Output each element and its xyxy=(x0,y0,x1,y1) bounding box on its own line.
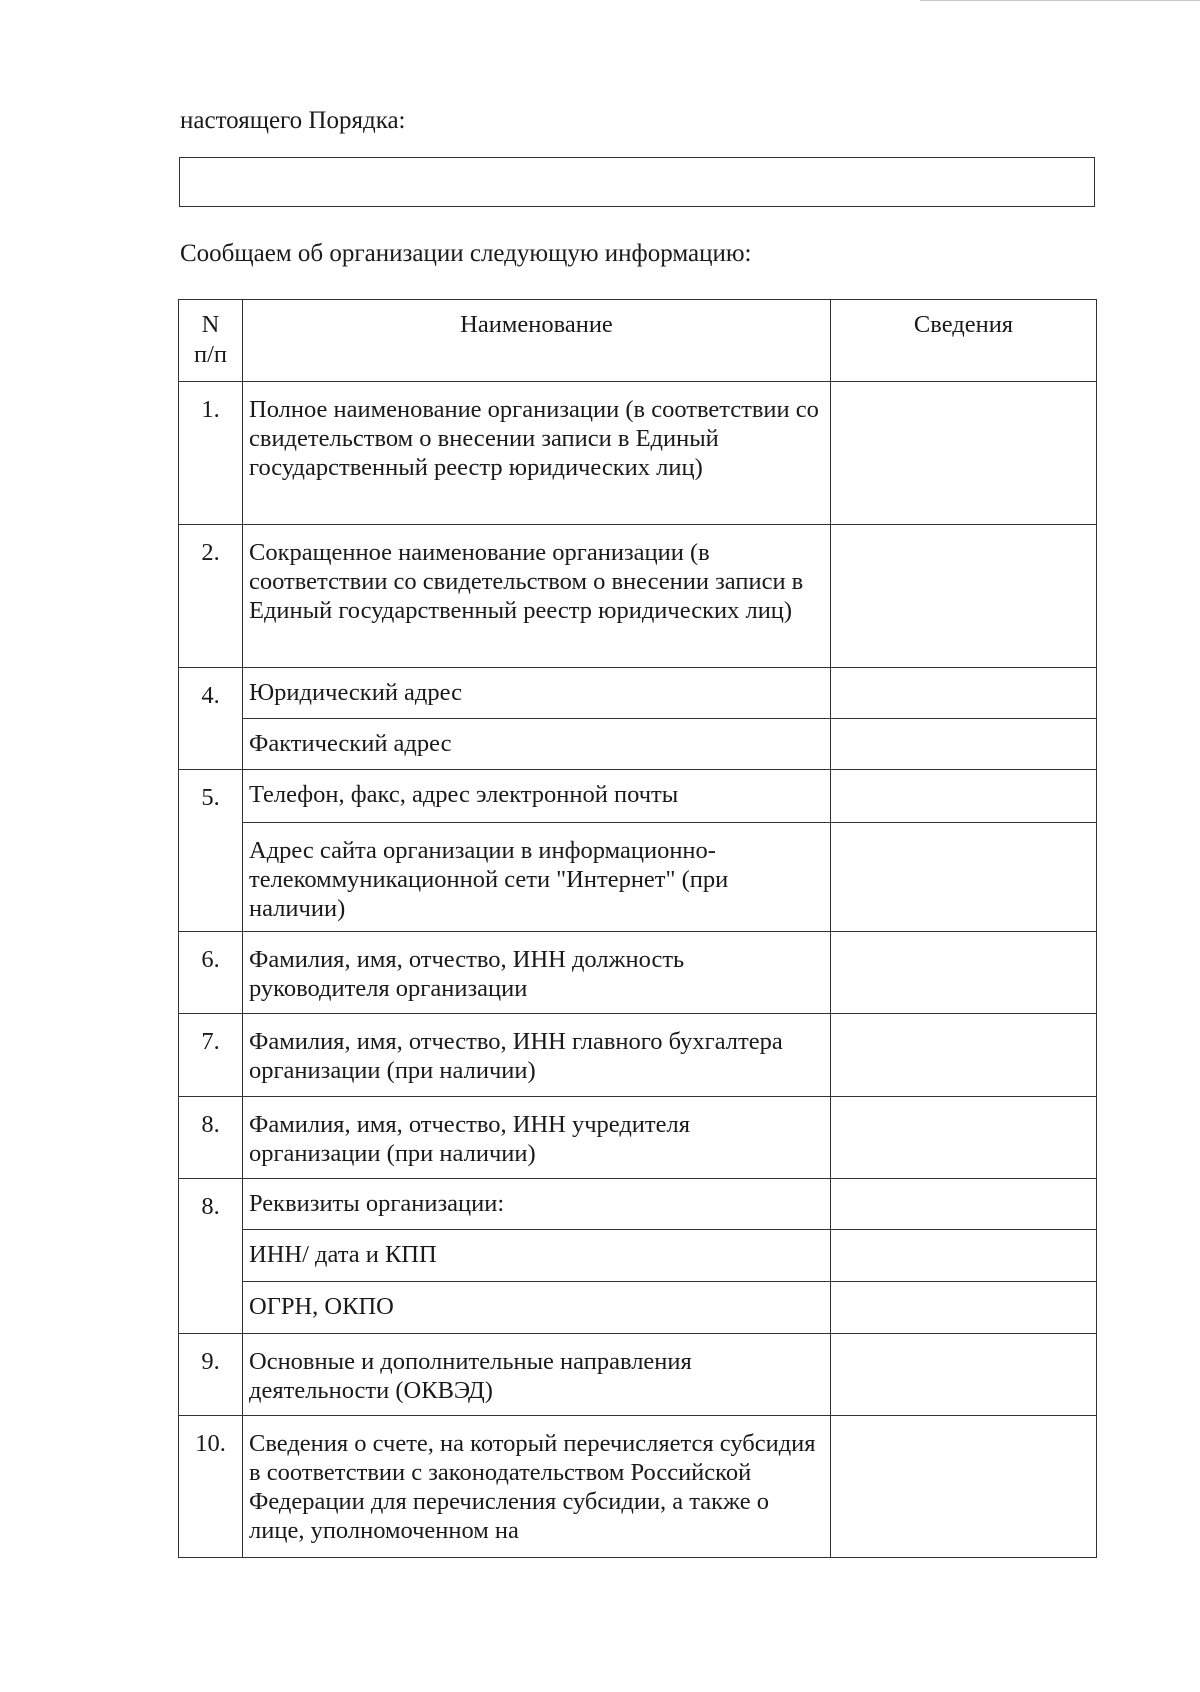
table-row xyxy=(179,823,1097,932)
row-num: 5. xyxy=(179,770,243,932)
info-heading: Сообщаем об организации следующую информацию: xyxy=(180,240,752,267)
row-value-cell xyxy=(831,525,1097,668)
row-num: 7. xyxy=(179,1014,243,1097)
header-name: Наименование xyxy=(243,300,831,382)
row-value-cell xyxy=(831,1334,1097,1416)
row-num: 2. xyxy=(179,525,243,668)
scan-edge-line xyxy=(920,0,1200,1)
row-name: Сокращенное наименование организации (в соответствии со свидетельством о внесении записи в Единый государственный реестр юридических лиц) xyxy=(243,525,831,668)
table-row xyxy=(179,382,1097,525)
row-name: Адрес сайта организации в информационно-телекоммуникационной сети "Интернет" (при наличии) xyxy=(243,823,831,932)
row-num: 1. xyxy=(179,382,243,525)
table-row xyxy=(179,1097,1097,1179)
table-row xyxy=(179,1282,1097,1334)
header-num-label: N п/п xyxy=(193,311,228,368)
row-name: Фактический адрес xyxy=(243,719,831,770)
row-value-cell xyxy=(831,932,1097,1014)
row-value-cell xyxy=(831,1230,1097,1282)
table-row xyxy=(179,932,1097,1014)
row-num: 8. xyxy=(179,1179,243,1334)
row-name: ИНН/ дата и КПП xyxy=(243,1230,831,1282)
row-value-cell xyxy=(831,1179,1097,1230)
row-name: Сведения о счете, на который перечисляется субсидия в соответствии с законодательством Российской Федерации для перечисления субсидии, а также о лице, уполномоченном на xyxy=(243,1416,831,1558)
row-num: 9. xyxy=(179,1334,243,1416)
row-value-cell xyxy=(831,668,1097,719)
row-name: ОГРН, ОКПО xyxy=(243,1282,831,1334)
row-name: Фамилия, имя, отчество, ИНН главного бухгалтера организации (при наличии) xyxy=(243,1014,831,1097)
row-value-cell xyxy=(831,382,1097,525)
table-row xyxy=(179,1416,1097,1558)
header-num xyxy=(179,300,243,382)
organization-info-table xyxy=(178,299,1097,1558)
row-value-cell xyxy=(831,770,1097,823)
row-value-cell xyxy=(831,719,1097,770)
table-row xyxy=(179,770,1097,823)
row-name: Полное наименование организации (в соответствии со свидетельством о внесении записи в Единый государственный реестр юридических лиц) xyxy=(243,382,831,525)
row-value-cell xyxy=(831,1282,1097,1334)
row-value-cell xyxy=(831,1014,1097,1097)
table-row xyxy=(179,1334,1097,1416)
row-value-cell xyxy=(831,823,1097,932)
empty-entry-box xyxy=(179,157,1095,207)
row-name: Телефон, факс, адрес электронной почты xyxy=(243,770,831,823)
table-row xyxy=(179,668,1097,719)
table-row xyxy=(179,1230,1097,1282)
row-name: Фамилия, имя, отчество, ИНН учредителя организации (при наличии) xyxy=(243,1097,831,1179)
table-row xyxy=(179,719,1097,770)
table-row xyxy=(179,1179,1097,1230)
row-value-cell xyxy=(831,1416,1097,1558)
table-row xyxy=(179,1014,1097,1097)
row-name: Основные и дополнительные направления деятельности (ОКВЭД) xyxy=(243,1334,831,1416)
table-header-row xyxy=(179,300,1097,382)
row-value-cell xyxy=(831,1097,1097,1179)
row-name: Юридический адрес xyxy=(243,668,831,719)
row-num: 10. xyxy=(179,1416,243,1558)
row-num: 6. xyxy=(179,932,243,1014)
header-value: Сведения xyxy=(831,300,1097,382)
row-num: 4. xyxy=(179,668,243,770)
row-name: Реквизиты организации: xyxy=(243,1179,831,1230)
row-name: Фамилия, имя, отчество, ИНН должность руководителя организации xyxy=(243,932,831,1014)
row-num: 8. xyxy=(179,1097,243,1179)
table-row xyxy=(179,525,1097,668)
intro-text: настоящего Порядка: xyxy=(180,107,406,134)
